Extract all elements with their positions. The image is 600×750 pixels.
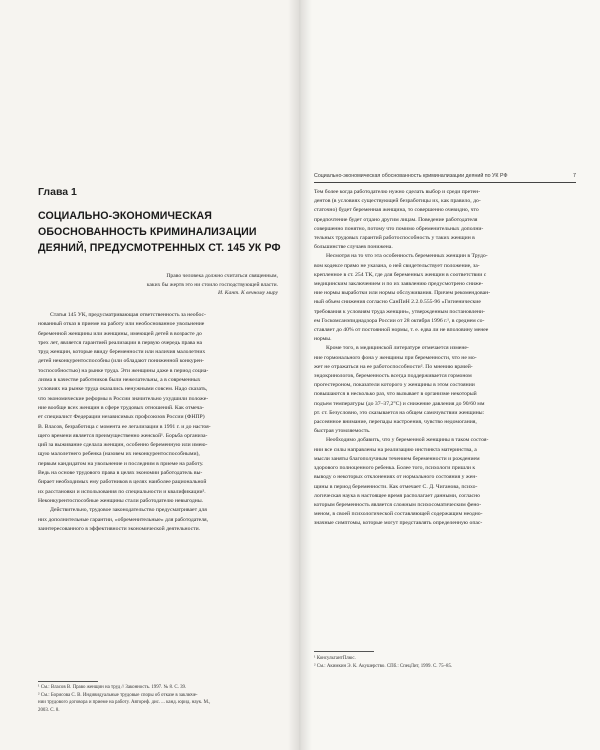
body-line: ние нормы выработки или нормы обслуживания. Причем рекомендован- xyxy=(314,290,491,297)
body-line: медицинским заключением и по их заявлению предусмотрено сниже- xyxy=(314,281,484,288)
body-line: нормы. xyxy=(314,336,332,343)
footnote-line: ² См.: Акимкин Э. К. Акушерство. СПб.: СпецЛит, 1999. С. 75–85. xyxy=(314,663,453,669)
chapter-title-line: ОБОСНОВАННОСТЬ КРИМИНАЛИЗАЦИИ xyxy=(38,226,257,238)
body-line: ций за выживание сделала женщин, особенно беременную или имею- xyxy=(38,442,208,449)
body-line: тоспособностью) на рынке труда. Эти женщины даже в период социа- xyxy=(38,367,209,374)
body-line: требования к условиям труда женщин», утвержденным постановлени- xyxy=(314,308,485,315)
body-line: их расстановки и использования по специальности и квалификации². xyxy=(38,488,206,495)
body-line: ние гормонального фона у женщины при беременности, что не мо- xyxy=(314,354,477,361)
epigraph-line: каких бы жертв это ни стоило господствующей власти. xyxy=(146,281,278,288)
footnote-line: ¹ КонсультантПлюс. xyxy=(314,656,356,661)
body-line: выводу о некоторых отклонениях от нормального состояния у жен- xyxy=(314,474,478,481)
body-line: бирает необходимых ему работников в целях наиболее рациональной xyxy=(38,479,207,486)
chapter-title-line: ДЕЯНИЙ, ПРЕДУСМОТРЕННЫХ СТ. 145 УК РФ xyxy=(38,242,281,254)
header-divider xyxy=(314,182,576,183)
body-line: подъем температуры (до 37–37,2°С) и снижение давления до 90/60 мм xyxy=(314,400,485,407)
body-line: эндокринологов, беременность всегда поддерживается гормоном xyxy=(314,373,472,380)
right-footnotes xyxy=(314,655,576,670)
body-line: беременной женщины или женщины, имеющей детей в возрасте до xyxy=(38,330,202,337)
body-line: щую малолетнего ребенка (назовем их неконкурентоспособными), xyxy=(38,451,200,458)
body-line: значные симптомы, которые могут представлять определенную опас- xyxy=(314,520,483,527)
page-number: 7 xyxy=(573,173,576,179)
epigraph-attribution: И. Кант. К вечному миру xyxy=(217,290,278,297)
body-line: предпочтение будет отдано другим лицам. Поведение работодателя xyxy=(314,216,478,223)
footnote-line: ² См.: Борисова С. В. Индивидуальные трудовые споры об отказе в заключе- xyxy=(38,692,198,698)
body-line: ние вообще всех женщин в сфере трудовых отношений. Как отмеча- xyxy=(38,404,204,411)
epigraph-line: Право человека должно считаться священным, xyxy=(166,273,278,279)
body-line: В. Власов, безработица с момента ее легализации в 1991 г. и до настоя- xyxy=(38,423,211,430)
body-line: логическая наука в настоящее время располагает данными, согласно xyxy=(314,492,480,499)
footnote-line: ¹ См.: Власов В. Право женщин на труд // Законность. 1997. № 8. С. 39. xyxy=(38,685,187,690)
body-line: меном, в своей психологической составляющей содержащим неодно- xyxy=(314,511,483,518)
body-line: повышаются в несколько раз, что вызывает в организме некоторый xyxy=(314,391,477,398)
epigraph xyxy=(110,272,278,298)
body-line: ет специалист Федерации независимых профсоюзов России (ФНПР) xyxy=(38,414,205,421)
body-line: труд женщин, которые ввиду беременности или наличия малолетних xyxy=(38,349,206,356)
body-line: Тем более когда работодателю нужно сделать выбор и среди претен- xyxy=(314,189,481,195)
body-line: совершенно понятно, потому что помимо обременительных дополни- xyxy=(314,225,484,232)
chapter-number: Глава 1 xyxy=(38,186,77,198)
body-line: ем Госкомсанэпиднадзора России от 28 октября 1996 г.¹, в среднем со- xyxy=(314,317,485,324)
body-line: нованный отказ в приеме на работу или необоснованное увольнение xyxy=(38,321,205,328)
left-body-text xyxy=(38,311,280,534)
body-line: жет не отражаться на ее работоспособности². По мнению врачей- xyxy=(314,363,473,370)
body-line: условиях на рынке труда оказались ненужными совсем. Надо сказать, xyxy=(38,386,208,393)
body-line: ставляет до 40% от постоянной нормы, т. е. едва ли не вполовину менее xyxy=(314,327,489,334)
left-footnotes xyxy=(38,684,280,714)
body-line: большинстве случаев понижена. xyxy=(314,244,393,251)
footnote-divider xyxy=(38,681,98,682)
footnote-line: нии трудового договора и приеме на работу. Автореф. дис. ... канд. юрид. наук. М., xyxy=(38,700,211,706)
body-line: рассеянное внимание, перепады настроения, чувство недомогания, xyxy=(314,419,477,426)
body-line: Неконкурентоспособные женщины стали работодателю невыгодны. xyxy=(38,497,204,504)
body-line: мысли заняты благополучным течением беременности и рождением xyxy=(314,455,480,462)
body-line: Необходимо добавить, что у беременной женщины в таком состоя- xyxy=(326,437,489,444)
body-line: здорового полноценного ребенка. Более того, психологи пришли к xyxy=(314,465,476,472)
chapter-title xyxy=(38,208,288,256)
body-line: детей неконкурентоспособны (или обладают пониженной конкурен- xyxy=(38,358,204,365)
body-line: щины в период беременности. Как отмечает С. Д. Чиганова, психо- xyxy=(314,483,478,490)
body-line: первым кандидатом на увольнение и последним в приеме на работу. xyxy=(38,460,204,467)
body-line: Кроме того, в медицинской литературе отмечается измене- xyxy=(326,345,469,352)
footnote-divider xyxy=(314,651,374,652)
body-line: них дополнительные гарантии, «обременительные» для работодателя, xyxy=(38,516,209,523)
body-line: щего времени является преимущественно женской¹. Борьба организа- xyxy=(38,432,208,439)
body-line: Статья 145 УК, предусматривающая ответственность за необос- xyxy=(50,312,206,318)
body-line: что экономические реформы в России значительно ухудшили положе- xyxy=(38,395,209,402)
body-line: заинтересованного в эффективности экономической деятельности. xyxy=(38,525,201,532)
body-line: вом кодексе прямо не указана, о ней свидетельствует положение, за- xyxy=(314,262,480,269)
body-line: которым беременность является сложным психосоматическим фено- xyxy=(314,501,482,508)
body-line: крепленное в ст. 254 ТК, где для беременных женщин в соответствии с xyxy=(314,271,487,278)
right-page xyxy=(300,0,600,750)
body-line: Ведь на основе трудового права в целях экономии работодатель вы- xyxy=(38,470,203,477)
body-line: дентов (в условиях существующей безработицы их, как правило, до- xyxy=(314,198,481,205)
right-body-text xyxy=(314,188,576,529)
body-line: трех лет, является гарантией реализации в первую очередь права на xyxy=(38,339,203,346)
running-header-title: Социально-экономическая обоснованность криминализации деяний по УК РФ xyxy=(314,173,508,179)
chapter-title-line: СОЦИАЛЬНО-ЭКОНОМИЧЕСКАЯ xyxy=(38,210,212,222)
body-line: ный объем снижения согласно СанПиН 2.2.0.555-96 «Гигиенические xyxy=(314,299,481,306)
body-line: рт. ст. Безусловно, это сказывается на общем самочувствии женщины: xyxy=(314,409,485,416)
body-line: статочно) будет беременная женщина, то совершенно очевидно, что xyxy=(314,207,479,214)
body-line: быстрая утомляемость. xyxy=(314,428,371,435)
body-line: нии все силы направлены на реализацию инстинкта материнства, а xyxy=(314,446,477,453)
body-line: лизма в качестве работников были нежелательны, а в современных xyxy=(38,377,201,384)
body-line: тельных трудовых гарантий работоспособность у таких женщин в xyxy=(314,235,475,242)
body-line: Несмотря на то что эта особенность беременных женщин в Трудо- xyxy=(326,253,488,260)
body-line: прогестероном, показатели которого у женщины в этом состоянии xyxy=(314,382,475,389)
body-line: Действительно, трудовое законодательство предусматривает для xyxy=(50,507,207,514)
footnote-line: 2003. С. 8. xyxy=(38,707,60,713)
